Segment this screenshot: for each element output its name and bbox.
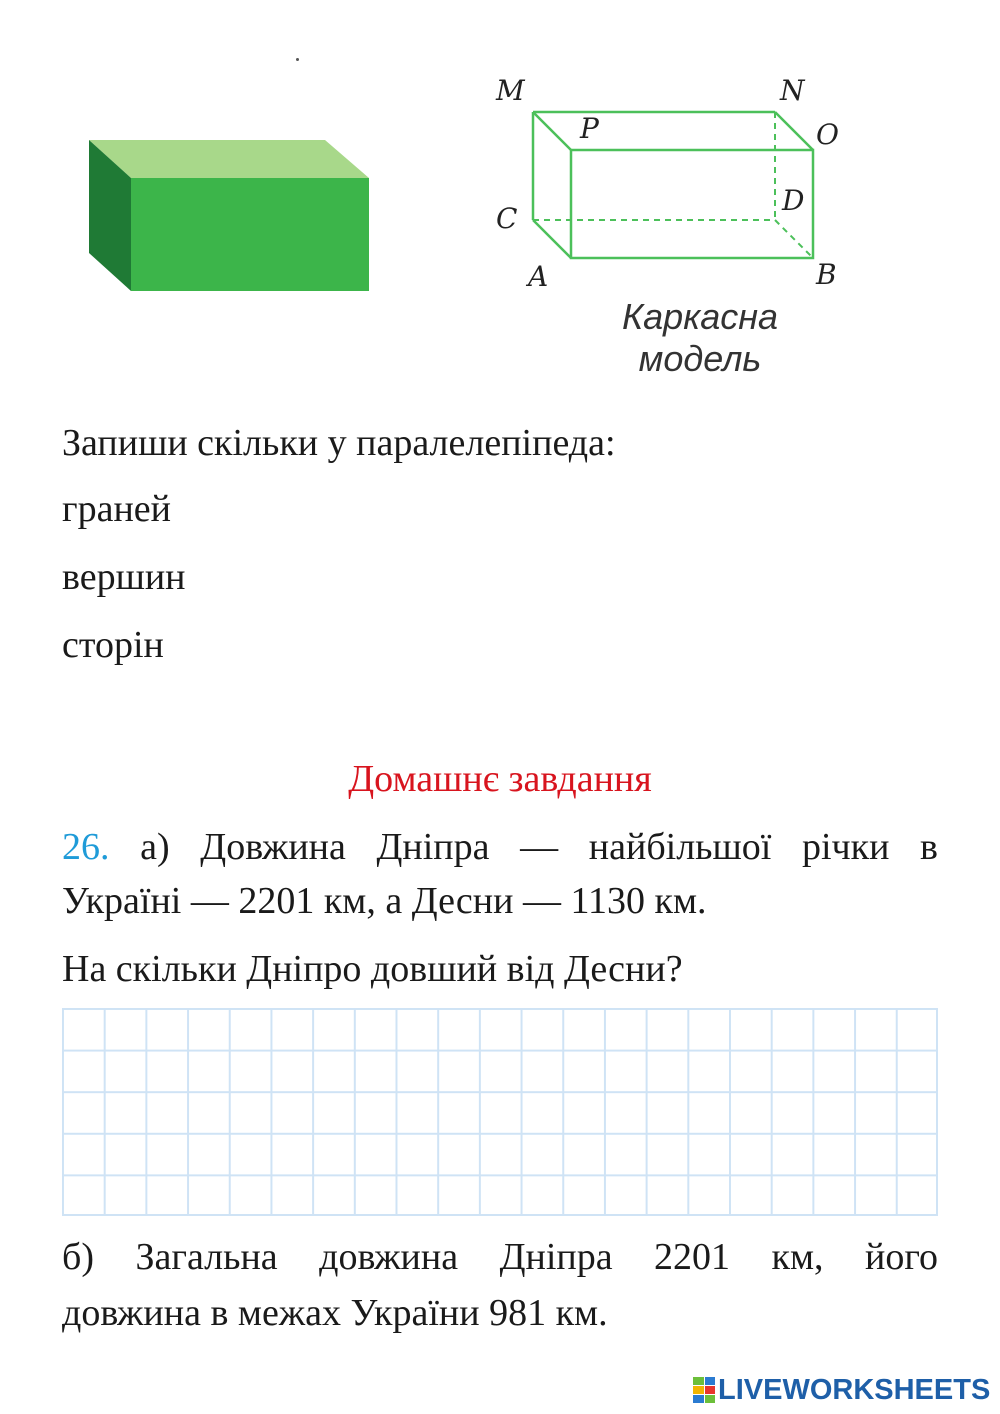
vertex-label-a: A bbox=[528, 260, 549, 293]
item-faces: граней bbox=[62, 488, 171, 530]
part-a-line-1 bbox=[62, 828, 938, 866]
vertex-label-m: M bbox=[496, 74, 525, 107]
stray-dot bbox=[296, 58, 299, 61]
frame-model-caption bbox=[570, 296, 830, 380]
item-sides: сторін bbox=[62, 624, 164, 666]
wireframe-parallelepiped-figure bbox=[490, 70, 860, 300]
frame-label-line-2: модель bbox=[638, 338, 762, 379]
homework-title: Домашнє завдання bbox=[348, 758, 652, 800]
liveworksheets-logo bbox=[693, 1373, 990, 1407]
logo-mark-icon bbox=[693, 1377, 715, 1403]
part-b-line-1: б) Загальна довжина Дніпра 2201 км, його bbox=[62, 1236, 938, 1278]
logo-text: LIVEWORKSHEETS bbox=[718, 1373, 991, 1406]
task-number: 26. bbox=[62, 826, 110, 868]
part-a-line-2: Україні — 2201 км, а Десни — 1130 км. bbox=[62, 880, 707, 922]
box-front-face bbox=[131, 178, 369, 291]
vertex-label-n: N bbox=[780, 74, 805, 107]
frame-label-line-1: Каркасна bbox=[621, 296, 779, 337]
vertex-label-p: P bbox=[580, 112, 599, 145]
box-top-face bbox=[89, 140, 369, 178]
part-a-text: а) Довжина Дніпра — найбільшої річки в bbox=[140, 826, 938, 868]
vertex-label-d: D bbox=[782, 184, 805, 217]
answer-grid[interactable] bbox=[62, 1008, 938, 1216]
count-prompt: Запиши скільки у паралелепіпеда: bbox=[62, 422, 616, 464]
vertex-label-c: C bbox=[496, 202, 518, 235]
solid-parallelepiped-figure bbox=[85, 138, 375, 298]
vertex-label-b: B bbox=[816, 258, 837, 291]
item-vertices: вершин bbox=[62, 556, 186, 598]
question-text: На скільки Дніпро довший від Десни? bbox=[62, 948, 683, 990]
part-b-line-2: довжина в межах України 981 км. bbox=[62, 1292, 608, 1334]
vertex-label-o: O bbox=[816, 118, 839, 151]
